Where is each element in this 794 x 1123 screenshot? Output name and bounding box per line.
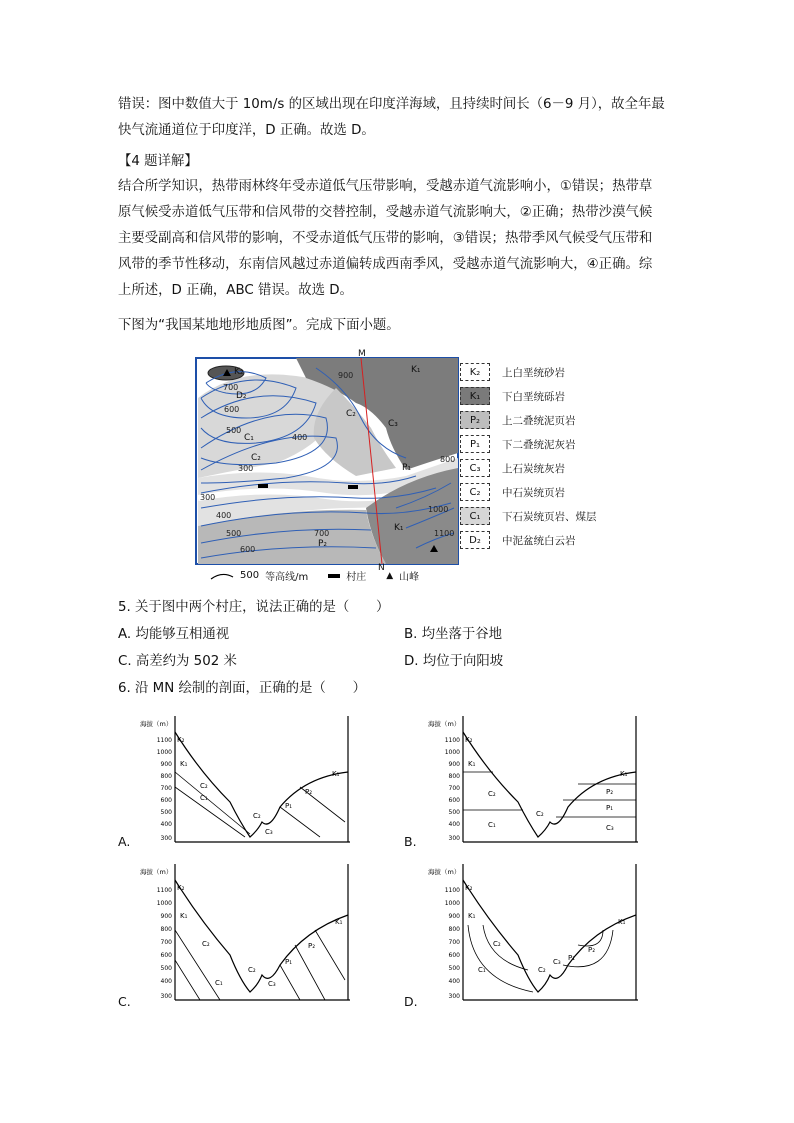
unit-label: K₂	[465, 884, 473, 892]
profile-option-d[interactable]	[428, 860, 628, 1012]
q5-option-b[interactable]: B. 均坐落于谷地	[404, 627, 503, 642]
unit-label: P₂	[305, 788, 313, 796]
tick-label: 500	[448, 809, 460, 816]
village-marker	[258, 484, 268, 488]
tick-label: 700	[160, 785, 172, 792]
map-label-C2: C₂	[346, 409, 356, 419]
unit-label: C₂	[253, 812, 261, 820]
paragraph-q3-answer	[118, 92, 680, 144]
text-line: 结合所学知识，热带雨林终年受赤道低气压带影响，受越赤道气流影响小，①错误；热带草	[118, 179, 653, 194]
contour-line-icon	[210, 571, 234, 581]
unit-label: C₂	[536, 810, 544, 818]
legend-swatch: C₁	[460, 507, 490, 525]
key-peak-label: 山峰	[399, 572, 420, 583]
legend-swatch: C₃	[460, 459, 490, 477]
tick-label: 800	[160, 926, 172, 933]
legend-swatch: K₁	[460, 387, 490, 405]
map-label-N: N	[378, 563, 385, 573]
contour-label: 800	[440, 455, 456, 464]
profile-option-a[interactable]	[140, 712, 340, 864]
tick-label: 600	[160, 797, 172, 804]
tick-label: 1000	[156, 749, 172, 756]
contour-label: 900	[338, 371, 354, 380]
legend-item	[460, 530, 576, 550]
legend-item	[460, 458, 565, 478]
axis-title: 海拔（m）	[140, 868, 173, 876]
contour-label: 1000	[428, 505, 449, 514]
legend-swatch: P₂	[460, 411, 490, 429]
legend-item	[460, 482, 565, 502]
legend-swatch: C₂	[460, 483, 490, 501]
map-label-K1: K₁	[394, 523, 404, 533]
legend-label: 下石炭统页岩、煤层	[502, 510, 597, 523]
unit-label: C₁	[488, 821, 496, 829]
tick-label: 900	[448, 761, 460, 768]
map-label-C1: C₁	[244, 433, 254, 443]
unit-label: C₂	[200, 782, 208, 790]
tick-label: 1000	[156, 900, 172, 907]
tick-label: 700	[448, 939, 460, 946]
tick-label: 1100	[444, 737, 460, 744]
map-intro-text: 下图为“我国某地地形地质图”。完成下面小题。	[118, 318, 400, 333]
contour-label: 300	[200, 493, 216, 502]
profile-option-b[interactable]	[428, 712, 628, 864]
tick-label: 600	[448, 952, 460, 959]
contour-label: 300	[238, 464, 254, 473]
map-label-C3: C₃	[388, 419, 398, 429]
unit-label: C₃	[268, 980, 276, 988]
contour-label: 600	[224, 405, 240, 414]
contour-label: 500	[226, 529, 242, 538]
legend-label: 下白垩统砾岩	[502, 390, 565, 403]
text-line: 主要受副高和信风带的影响，不受赤道低气压带的影响，③错误；热带季风气候受气压带和	[118, 231, 653, 246]
unit-label: K₂	[465, 736, 473, 744]
q6-option-c-letter[interactable]: C.	[118, 994, 131, 1009]
tick-label: 400	[160, 978, 172, 985]
tick-label: 1000	[444, 749, 460, 756]
unit-label: C₃	[553, 958, 561, 966]
q5-option-c[interactable]: C. 高差约为 502 米	[118, 654, 237, 669]
contour-label: 700	[314, 529, 330, 538]
tick-label: 1100	[156, 737, 172, 744]
map-key	[210, 568, 419, 583]
tick-label: 1000	[444, 900, 460, 907]
unit-label: K₁	[468, 912, 476, 920]
unit-label: K₁	[468, 760, 476, 768]
map-label-P2: P₂	[318, 539, 328, 549]
unit-label: P₂	[308, 942, 316, 950]
unit-label: K₂	[177, 736, 185, 744]
heading-q4-explanation: 【4 题详解】	[118, 154, 198, 169]
key-village-label: 村庄	[346, 572, 367, 583]
unit-label: K₁	[180, 760, 188, 768]
unit-label: K₁	[620, 770, 628, 778]
tick-label: 300	[448, 993, 460, 1000]
legend-item	[460, 386, 565, 406]
contour-label: 700	[223, 383, 239, 392]
contour-label: 500	[226, 426, 242, 435]
q6-option-a-letter[interactable]: A.	[118, 834, 131, 849]
tick-label: 500	[448, 965, 460, 972]
text-line: 快气流通道位于印度洋，D 正确。故选 D。	[118, 123, 375, 138]
q6-stem: 6. 沿 MN 绘制的剖面，正确的是（ ）	[118, 681, 366, 696]
legend-label: 中泥盆统白云岩	[502, 534, 576, 547]
map-label-K2: K₂	[234, 367, 244, 377]
q5-option-d[interactable]: D. 均位于向阳坡	[404, 654, 504, 669]
unit-label: K₁	[180, 912, 188, 920]
legend-item	[460, 434, 576, 454]
unit-label: P₁	[285, 802, 293, 810]
contour-label: 400	[292, 433, 308, 442]
key-contour-label: 等高线/m	[265, 572, 309, 583]
map-label-C2: C₂	[251, 453, 261, 463]
unit-label: P₂	[588, 946, 596, 954]
unit-label: P₁	[285, 958, 293, 966]
q5-stem: 5. 关于图中两个村庄，说法正确的是（ ）	[118, 600, 390, 615]
contour-label: 600	[240, 545, 256, 554]
legend-swatch: D₂	[460, 531, 490, 549]
map-label-P1: P₁	[402, 463, 412, 473]
legend-swatch: K₂	[460, 363, 490, 381]
tick-label: 600	[160, 952, 172, 959]
axis-title: 海拔（m）	[140, 720, 173, 728]
tick-label: 600	[448, 797, 460, 804]
unit-label: K₁	[618, 918, 626, 926]
tick-label: 300	[160, 993, 172, 1000]
map-label-D2: D₂	[236, 391, 247, 401]
text-line: 错误：图中数值大于 10m/s 的区域出现在印度洋海域，且持续时间长（6－9 月），故全年最	[118, 97, 665, 112]
q6-option-b-letter[interactable]: B.	[404, 834, 417, 849]
legend-item	[460, 362, 565, 382]
tick-label: 700	[160, 939, 172, 946]
tick-label: 1100	[156, 887, 172, 894]
axis-title: 海拔（m）	[428, 720, 461, 728]
profile-option-c[interactable]	[140, 860, 343, 1012]
text-line: 上所述，D 正确，ABC 错误。故选 D。	[118, 283, 353, 298]
unit-label: C₁	[215, 979, 223, 987]
tick-label: 800	[448, 773, 460, 780]
unit-label: K₁	[332, 770, 340, 778]
tick-label: 300	[448, 835, 460, 842]
legend-label: 下二叠统泥灰岩	[502, 438, 576, 451]
legend-label: 上石炭统灰岩	[502, 462, 565, 475]
legend-label: 上二叠统泥页岩	[502, 414, 576, 427]
legend-item	[460, 506, 597, 526]
legend-item	[460, 410, 576, 430]
map-label-M: M	[358, 349, 366, 359]
unit-label: C₂	[538, 966, 546, 974]
tick-label: 500	[160, 809, 172, 816]
q5-option-a[interactable]: A. 均能够互相通视	[118, 627, 230, 642]
unit-label: C₂	[488, 790, 496, 798]
peak-icon: ▲	[386, 570, 394, 581]
unit-label: K₂	[177, 884, 185, 892]
village-icon	[328, 574, 340, 578]
tick-label: 400	[160, 821, 172, 828]
tick-label: 800	[448, 926, 460, 933]
legend-label: 上白垩统砂岩	[502, 366, 565, 379]
contour-label: 1100	[434, 529, 455, 538]
legend-label: 中石炭统页岩	[502, 486, 565, 499]
unit-label: C₂	[202, 940, 210, 948]
unit-label: P₂	[606, 788, 614, 796]
legend-swatch: P₁	[460, 435, 490, 453]
unit-label: K₁	[335, 918, 343, 926]
geological-map	[196, 349, 458, 573]
axis-title: 海拔（m）	[428, 868, 461, 876]
tick-label: 800	[160, 773, 172, 780]
paragraph-q4-answer	[118, 174, 680, 304]
unit-label: C₁	[200, 794, 208, 802]
tick-label: 900	[160, 761, 172, 768]
unit-label: C₂	[248, 966, 256, 974]
contour-label: 400	[216, 511, 232, 520]
map-label-K1: K₁	[411, 365, 421, 375]
unit-label: P₁	[606, 804, 614, 812]
unit-label: C₁	[478, 966, 486, 974]
tick-label: 1100	[444, 887, 460, 894]
text-line: 原气候受赤道低气压带和信风带的交替控制，受越赤道气流影响大，②正确；热带沙漠气候	[118, 205, 653, 220]
tick-label: 500	[160, 965, 172, 972]
unit-label: C₂	[493, 940, 501, 948]
tick-label: 300	[160, 835, 172, 842]
unit-label: P₁	[568, 954, 576, 962]
unit-label: C₃	[265, 828, 273, 836]
tick-label: 900	[160, 913, 172, 920]
text-line: 风带的季节性移动，东南信风越过赤道偏转成西南季风，受越赤道气流影响大，④正确。综	[118, 257, 653, 272]
tick-label: 400	[448, 821, 460, 828]
village-marker	[348, 485, 358, 489]
tick-label: 400	[448, 978, 460, 985]
unit-label: C₃	[606, 824, 614, 832]
key-contour-value: 500	[240, 570, 260, 581]
tick-label: 700	[448, 785, 460, 792]
q6-option-d-letter[interactable]: D.	[404, 994, 418, 1009]
tick-label: 900	[448, 913, 460, 920]
